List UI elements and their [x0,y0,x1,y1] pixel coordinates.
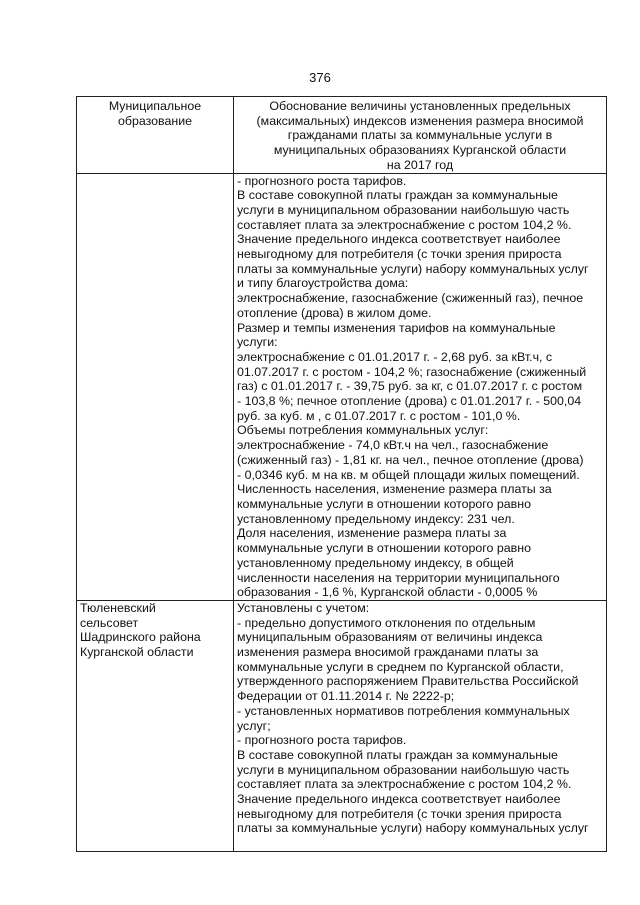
text-line: - 0,0346 куб. м на кв. м общей площади жилых помещений. [237,467,580,482]
text-line: услуги в муниципальном образовании наибольшую часть [237,202,570,217]
text-line: утвержденного распоряжением Правительства Российской [237,674,579,689]
text-line: Установлены с учетом: [237,600,370,615]
text-line: (сжиженный газ) - 1,81 кг. на чел., печное отопление (дрова) [237,452,584,467]
header-text-line: образование [117,113,193,128]
text-line: коммунальные услуги в отношении которого равно [237,541,531,556]
text-line: - 103,8 %; печное отопление (дрова) с 01.01.2017 г. - 500,04 [237,394,582,409]
municipality-name-line: сельсовет [80,615,139,630]
municipality-cell [77,600,234,851]
text-line: численности населения на территории муниципального [237,570,560,585]
text-line: В составе совокупной платы граждан за коммунальные [237,747,558,762]
text-line: Размер и темпы изменения тарифов на коммунальные [237,320,556,335]
header-text-line: на 2017 год [386,157,454,172]
municipality-cell [77,173,234,600]
table-header-row [77,97,607,174]
text-line: Значение предельного индекса соответствует наиболее [237,792,561,807]
header-justification-cell [234,97,607,174]
text-line: составляет плата за электроснабжение с ростом 104,2 %. [237,777,572,792]
text-line: коммунальные услуги в отношении которого равно [237,496,531,511]
text-line: услуг; [237,718,271,733]
text-line: - установленных нормативов потребления коммунальных [237,703,570,718]
text-line: Численность населения, изменение размера платы за [237,482,552,497]
text-line: газ) с 01.01.2017 г. - 39,75 руб. за кг, с 01.07.2017 г. с ростом [237,379,583,394]
text-line: услуги: [237,335,278,350]
text-line: и типу благоустройства дома: [237,276,409,291]
municipality-name-line: Шадринского района [80,630,201,645]
text-line: платы за коммунальные услуги) набору коммунальных услуг [237,261,589,276]
text-line: муниципальным образованиям от величины индекса [237,630,543,645]
text-line: невыгодному для потребителя (с точки зрения прироста [237,806,562,821]
text-line: составляет плата за электроснабжение с ростом 104,2 %. [237,217,572,232]
text-line: изменения размера вносимой гражданами платы за [237,645,539,660]
page-number: 376 [309,70,331,85]
header-text-line: (максимальных) индексов изменения размера вносимой [256,113,584,128]
text-line: электроснабжение, газоснабжение (сжиженный газ), печное [237,291,584,306]
justification-cell [234,600,607,851]
text-line: установленному предельному индексу: 231 чел. [237,511,515,526]
header-text-line: Муниципальное [108,99,202,113]
tariff-justification-table [76,96,607,852]
text-line: Значение предельного индекса соответствует наиболее [237,232,561,247]
table-row [77,600,607,851]
text-line: услуги в муниципальном образовании наибольшую часть [237,762,570,777]
text-line: - прогнозного роста тарифов. [237,733,407,748]
text-line: - прогнозного роста тарифов. [237,173,407,188]
header-municipality-cell [77,97,234,174]
text-line: В составе совокупной платы граждан за коммунальные [237,188,558,203]
text-line: установленному предельному индексу, в общей [237,555,514,570]
municipality-name-line: Курганской области [80,645,194,660]
text-line: Объемы потребления коммунальных услуг: [237,423,489,438]
text-line: невыгодному для потребителя (с точки зрения прироста [237,247,562,262]
header-text-line: Обоснование величины установленных предельных [269,99,571,113]
header-text-line: гражданами платы за коммунальные услуги в [287,128,553,143]
municipality-name-line: Тюленевский [80,600,156,615]
text-line: руб. за куб. м , с 01.07.2017 г. с ростом - 101,0 %. [237,408,521,423]
text-line: Доля населения, изменение размера платы за [237,526,507,541]
text-line: платы за коммунальные услуги) набору коммунальных услуг [237,821,589,836]
text-line: - предельно допустимого отклонения по отдельным [237,615,536,630]
text-line: электроснабжение с 01.01.2017 г. - 2,68 руб. за кВт.ч, с [237,349,553,364]
text-line: 01.07.2017 г. с ростом - 104,2 %; газоснабжение (сжиженный [237,364,587,379]
header-text-line: муниципальных образованиях Курганской области [273,143,567,158]
table-row [77,173,607,600]
text-line: отопление (дрова) в жилом доме. [237,305,432,320]
text-line: образования - 1,6 %, Курганской области - 0,0005 % [237,585,538,600]
text-line: коммунальные услуги в среднем по Курганской области, [237,659,564,674]
text-line: Федерации от 01.11.2014 г. № 2222-р; [237,689,455,704]
text-line: электроснабжение - 74,0 кВт.ч на чел., газоснабжение [237,438,549,453]
justification-cell [234,173,607,600]
